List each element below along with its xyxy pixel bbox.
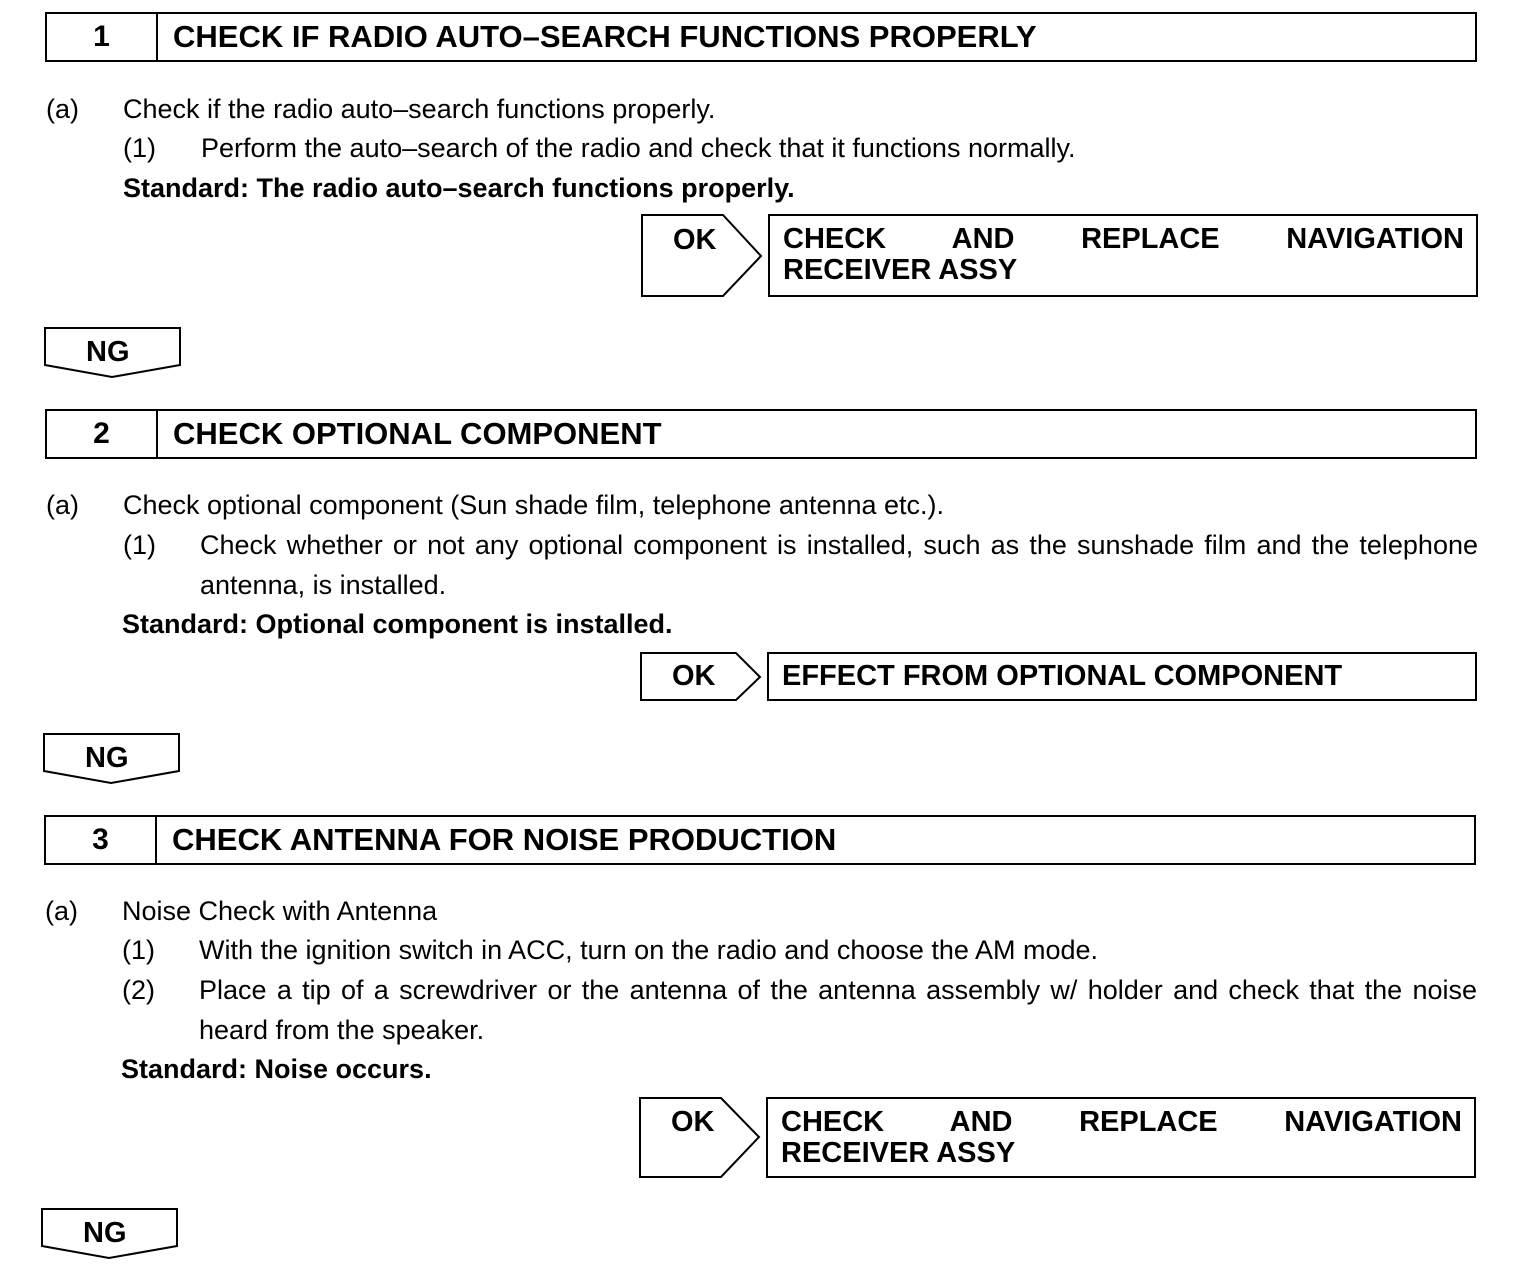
step-3-item-1-text: With the ignition switch in ACC, turn on the radio and choose the AM mode. bbox=[199, 935, 1098, 965]
step-2-sub-a-text: Check optional component (Sun shade film, telephone antenna etc.). bbox=[123, 490, 945, 520]
step-3-item-1-label: (1) bbox=[122, 935, 155, 965]
step-2-item-1-text: Check whether or not any optional component is installed, such as the sunshade film and the telephone antenna, is installed. bbox=[200, 530, 1478, 600]
step-1-ok-result-line-1: CHECK AND REPLACE NAVIGATION bbox=[783, 223, 1464, 255]
step-3-item-2-label: (2) bbox=[122, 975, 155, 1005]
step-2-number: 2 bbox=[47, 411, 158, 457]
step-3-sub-a-text: Noise Check with Antenna bbox=[122, 896, 438, 926]
step-1-sub-a-label: (a) bbox=[46, 94, 79, 124]
step-1-title: CHECK IF RADIO AUTO–SEARCH FUNCTIONS PROPERLY bbox=[173, 19, 1037, 54]
step-1-item-1-label: (1) bbox=[123, 133, 156, 163]
step-3-sub-a-label: (a) bbox=[45, 896, 78, 926]
step-3-ng-label: NG bbox=[83, 1217, 127, 1249]
step-2-ok-result-line-1: EFFECT FROM OPTIONAL COMPONENT bbox=[782, 660, 1343, 692]
step-2-ok-result bbox=[767, 652, 1477, 701]
step-2-ng-label: NG bbox=[85, 742, 129, 774]
step-2-sub-a-label: (a) bbox=[46, 490, 79, 520]
step-3-ok-label: OK bbox=[671, 1106, 715, 1138]
step-2-title: CHECK OPTIONAL COMPONENT bbox=[173, 416, 662, 451]
step-1-ok-result bbox=[768, 214, 1478, 297]
step-1-ok-label: OK bbox=[673, 224, 717, 256]
step-2-standard: Standard: Optional component is installed. bbox=[122, 609, 673, 639]
step-1-item-1-text: Perform the auto–search of the radio and check that it functions normally. bbox=[201, 133, 1076, 163]
step-3-number: 3 bbox=[46, 817, 157, 863]
step-3-item-2-text: Place a tip of a screwdriver or the antenna of the antenna assembly w/ holder and check that the noise heard from the speaker. bbox=[199, 975, 1477, 1045]
step-1-ng-label: NG bbox=[86, 336, 130, 368]
step-3-ok-result-line-1: CHECK AND REPLACE NAVIGATION bbox=[781, 1106, 1462, 1138]
step-2-header bbox=[45, 409, 1477, 459]
step-3-ok-result-line-2: RECEIVER ASSY bbox=[781, 1137, 1016, 1169]
step-1-standard: Standard: The radio auto–search functions properly. bbox=[123, 173, 795, 203]
step-1-header bbox=[45, 12, 1477, 62]
step-3-header bbox=[44, 815, 1476, 865]
step-1-ok-result-line-2: RECEIVER ASSY bbox=[783, 254, 1018, 286]
step-1-number: 1 bbox=[47, 14, 158, 60]
step-2-ok-label: OK bbox=[672, 660, 716, 692]
step-1-sub-a-text: Check if the radio auto–search functions properly. bbox=[123, 94, 716, 124]
step-2-item-1-label: (1) bbox=[123, 530, 156, 560]
step-3-title: CHECK ANTENNA FOR NOISE PRODUCTION bbox=[172, 822, 837, 857]
step-3-ok-result bbox=[766, 1097, 1476, 1178]
step-3-standard: Standard: Noise occurs. bbox=[121, 1054, 432, 1084]
